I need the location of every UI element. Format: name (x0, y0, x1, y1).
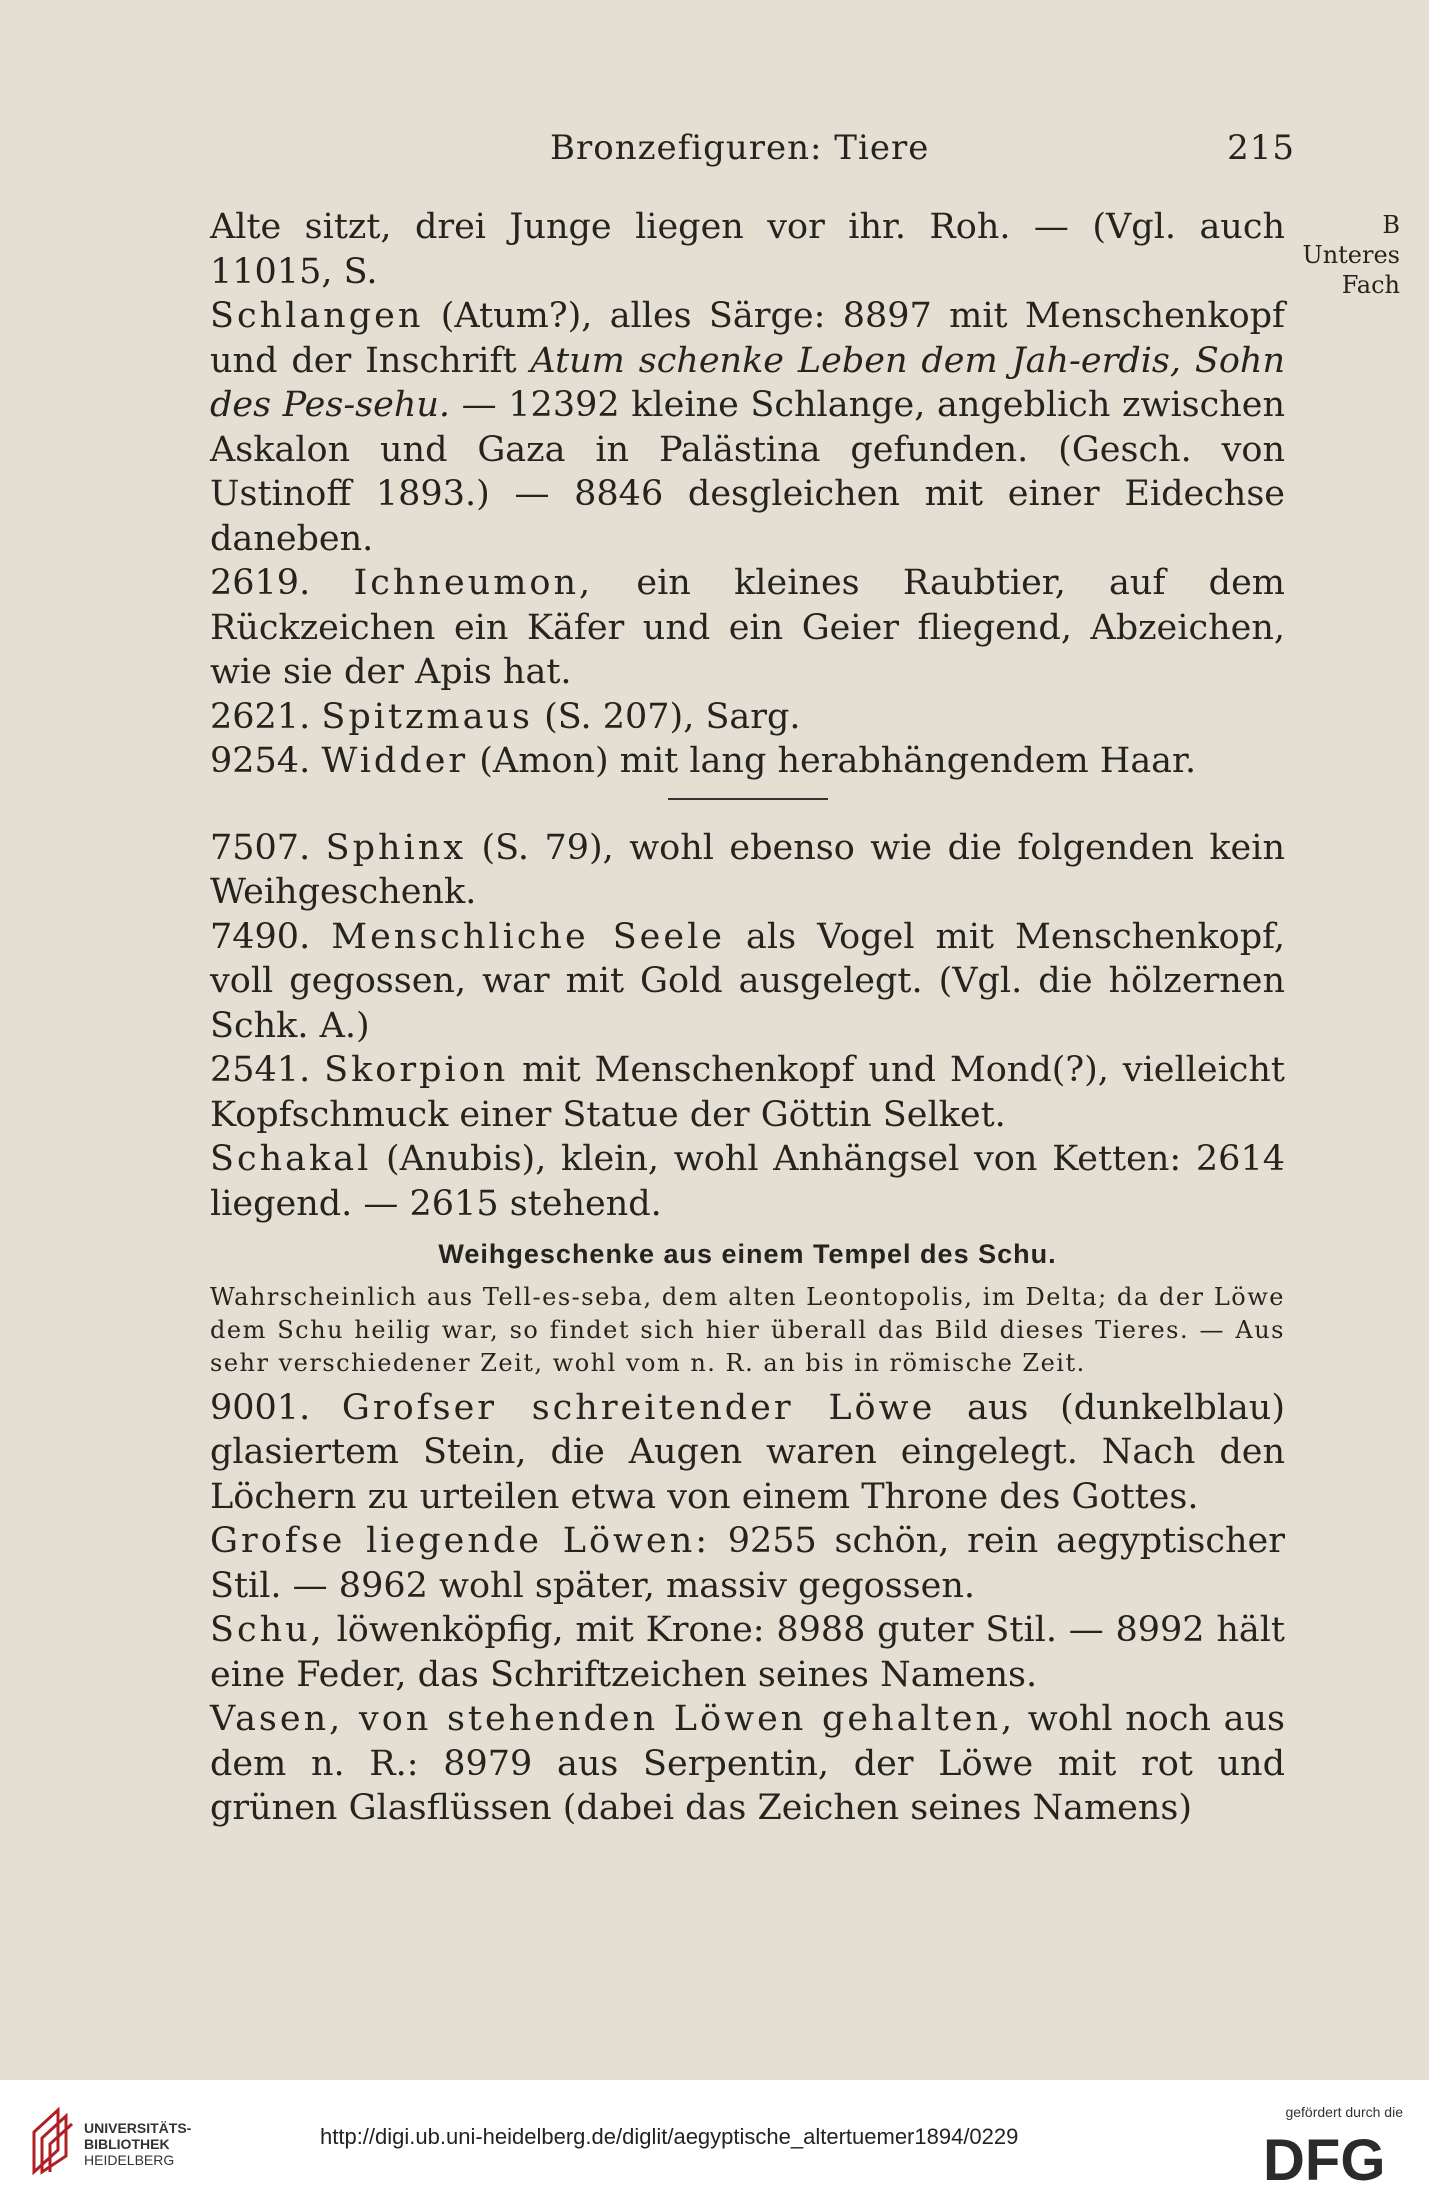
entry-schlangen (210, 294, 1285, 561)
entry-number: 2619. (210, 563, 311, 603)
entry-text: — 12392 kleine Schlange, angeblich zwischen Askalon und Gaza in Palästina gefunden. (Gesch. von Ustinoff 1893.) — 8846 desgleichen mit einer Eidechse daneben. (210, 385, 1285, 559)
entry-2541 (210, 1048, 1285, 1137)
entry-vasen (210, 1697, 1285, 1831)
entry-9001 (210, 1386, 1285, 1520)
entry-lead: Skorpion (324, 1050, 509, 1090)
entry-2621 (210, 695, 1285, 740)
inscription-text: Atum schenke Leben dem Jah-erdis, Sohn des Pes-sehu. (210, 340, 1285, 425)
body-text (210, 205, 1285, 1831)
entry-schakal (210, 1137, 1285, 1226)
entry-text: (Anubis), klein, wohl Anhängsel von Ketten: 2614 liegend. — 2615 stehend. (210, 1139, 1285, 1224)
entry-continuation (210, 205, 1285, 294)
library-line-3: HEIDELBERG (84, 2152, 175, 2168)
entry-7507 (210, 826, 1285, 915)
funding-note: gefördert durch die (1285, 2104, 1403, 2120)
library-line-2: BIBLIOTHEK (84, 2136, 170, 2152)
section-heading: Weihgeschenke aus einem Tempel des Schu. (438, 1239, 1057, 1269)
library-logo-icon (28, 2102, 78, 2178)
entry-text: löwenköpfig, mit Krone: 8988 guter Stil. — 8992 hält eine Feder, das Schriftzeichen seines Namens. (210, 1610, 1285, 1695)
entry-lead: Widder (321, 741, 469, 781)
entry-text: 9255 schön, rein aegyptischer Stil. — 8962 wohl später, massiv gegossen. (210, 1521, 1285, 1606)
entry-2619 (210, 561, 1285, 695)
entry-9254 (210, 739, 1285, 784)
library-name (84, 2120, 191, 2168)
margin-line-2: Fach (1341, 271, 1400, 299)
dfg-logo-icon (1263, 2126, 1403, 2188)
entry-number: 9001. (210, 1387, 311, 1428)
entry-number: 2621. (210, 696, 311, 737)
entry-lead: Grofse liegende Löwen: (210, 1521, 711, 1561)
entry-text: ein kleines Raubtier, auf dem Rückzeichen ein Käfer und ein Geier fliegend, Abzeichen, wie sie der Apis hat. (210, 563, 1285, 692)
entry-lead: Grofser schreitender Löwe (341, 1387, 936, 1428)
entry-lead: Schakal (210, 1139, 372, 1179)
entry-text: wohl noch aus dem n. R.: 8979 aus Serpentin, der Löwe mit rot und grünen Glasflüssen (dabei das Zeichen seines Namens) (210, 1699, 1285, 1828)
entry-text: (Amon) mit lang herabhängendem Haar. (468, 741, 1197, 781)
entry-number: 7507. (210, 827, 311, 868)
entry-text: (S. 79), wohl ebenso wie die folgenden kein Weihgeschenk. (210, 827, 1285, 912)
section-intro: Wahrscheinlich aus Tell-es-seba, dem alten Leontopolis, im Delta; da der Löwe dem Schu heilig war, so findet sich hier überall das Bild dieses Tieres. — Aus sehr verschiedener Zeit, wohl vom n. R. an bis in römische Zeit. (210, 1282, 1285, 1377)
entry-lead: Schu, (210, 1610, 325, 1650)
source-url-link[interactable]: http://digi.ub.uni-heidelberg.de/diglit/aegyptische_altertuemer1894/0229 (320, 2124, 1019, 2149)
entry-text: (Atum?), alles Särge: 8897 mit Menschenkopf und der Inschrift (210, 296, 1285, 381)
entry-lead: Menschliche Seele (331, 916, 726, 957)
margin-letter: B (1382, 211, 1400, 239)
entry-lead: Sphinx (325, 827, 467, 868)
entry-lead: Vasen, von stehenden Löwen gehalten, (210, 1699, 1016, 1739)
entry-text: (S. 207), Sarg. (532, 696, 801, 737)
entry-7490 (210, 915, 1285, 1049)
entry-text: aus (dunkelblau) glasiertem Stein, die Augen waren eingelegt. Nach den Löchern zu urteilen etwa von einem Throne des Gottes. (210, 1387, 1285, 1517)
entry-number: 9254. (210, 741, 311, 781)
entry-number: 2541. (210, 1050, 311, 1090)
entry-text: mit Menschenkopf und Mond(?), vielleicht Kopfschmuck einer Statue der Göttin Selket. (210, 1050, 1285, 1135)
entry-text: Alte sitzt, drei Junge liegen vor ihr. Roh. — (Vgl. auch 11015, S. (210, 207, 1285, 292)
running-title: Bronzefiguren: Tiere (550, 128, 930, 168)
entry-text: als Vogel mit Menschenkopf, voll gegossen, war mit Gold ausgelegt. (Vgl. die hölzernen Schk. A.) (210, 916, 1285, 1046)
margin-line-1: Unteres (1302, 241, 1400, 269)
library-line-1: UNIVERSITÄTS- (84, 2120, 192, 2136)
entry-schu (210, 1608, 1285, 1697)
entry-lead: Ichneumon, (353, 563, 594, 603)
page-number: 215 (1227, 128, 1295, 168)
entry-number: 7490. (210, 916, 311, 957)
entry-lead: Spitzmaus (321, 696, 533, 737)
entry-liegende-loewen (210, 1519, 1285, 1608)
viewer-footer (0, 2080, 1429, 2200)
margin-note (1290, 210, 1400, 300)
separator-rule (668, 798, 828, 800)
dfg-logo-text: DFG (1263, 2128, 1386, 2188)
entry-lead: Schlangen (210, 296, 424, 336)
